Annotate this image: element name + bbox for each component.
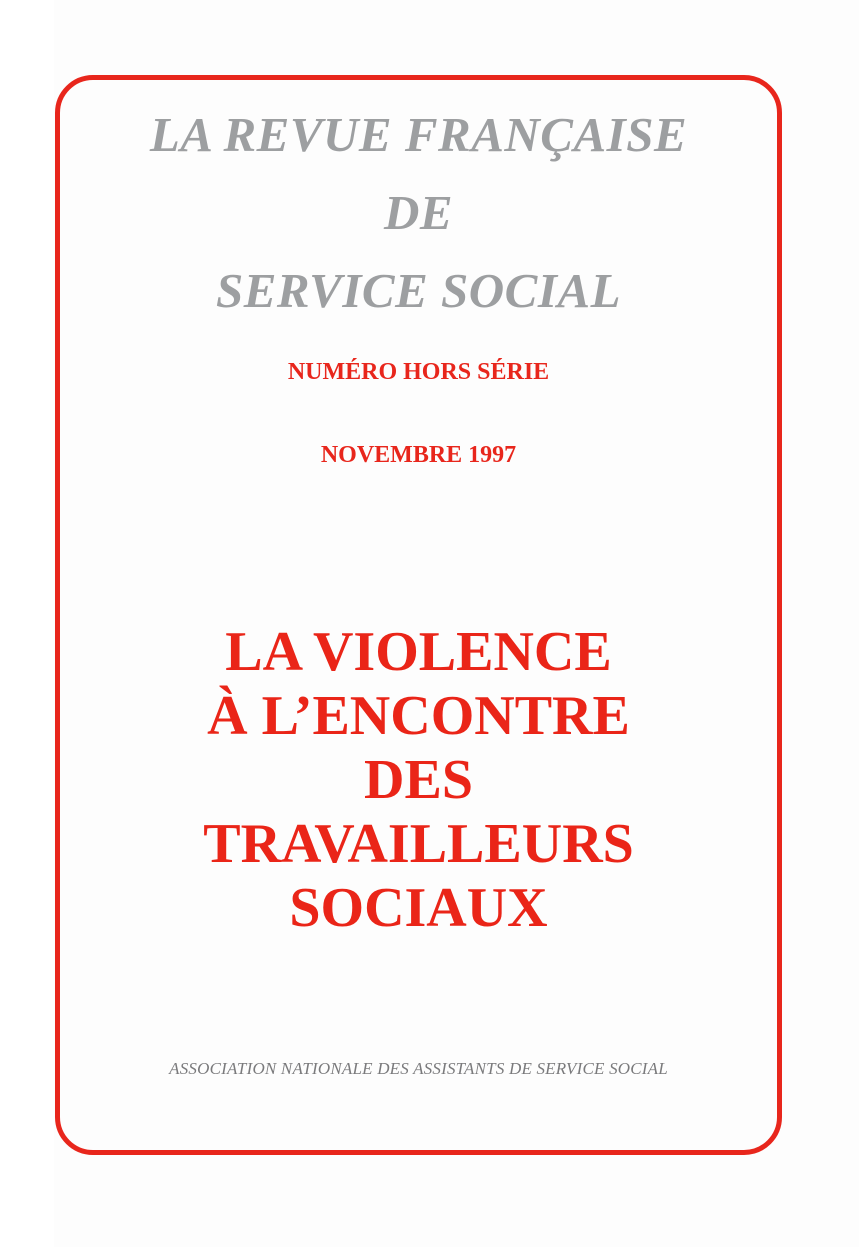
- issue-title-line: À L’ENCONTRE: [207, 685, 630, 747]
- edition-label: NUMÉRO HORS SÉRIE: [287, 359, 550, 385]
- journal-title-line: SERVICE SOCIAL: [215, 263, 622, 318]
- issue-date: NOVEMBRE 1997: [320, 442, 517, 468]
- issue-title-line: LA VIOLENCE: [225, 621, 612, 683]
- publisher-name: ASSOCIATION NATIONALE DES ASSISTANTS DE SERVICE SOCIAL: [169, 1059, 668, 1078]
- journal-title-line: DE: [383, 185, 454, 240]
- journal-title: [55, 96, 782, 330]
- issue-title-line: DES: [364, 749, 473, 811]
- issue-title-line: SOCIAUX: [289, 877, 548, 939]
- scan-margin: [0, 0, 54, 1247]
- journal-title-line: LA REVUE FRANÇAISE: [149, 107, 688, 162]
- issue-title: [55, 620, 782, 940]
- issue-title-line: TRAVAILLEURS: [203, 813, 634, 875]
